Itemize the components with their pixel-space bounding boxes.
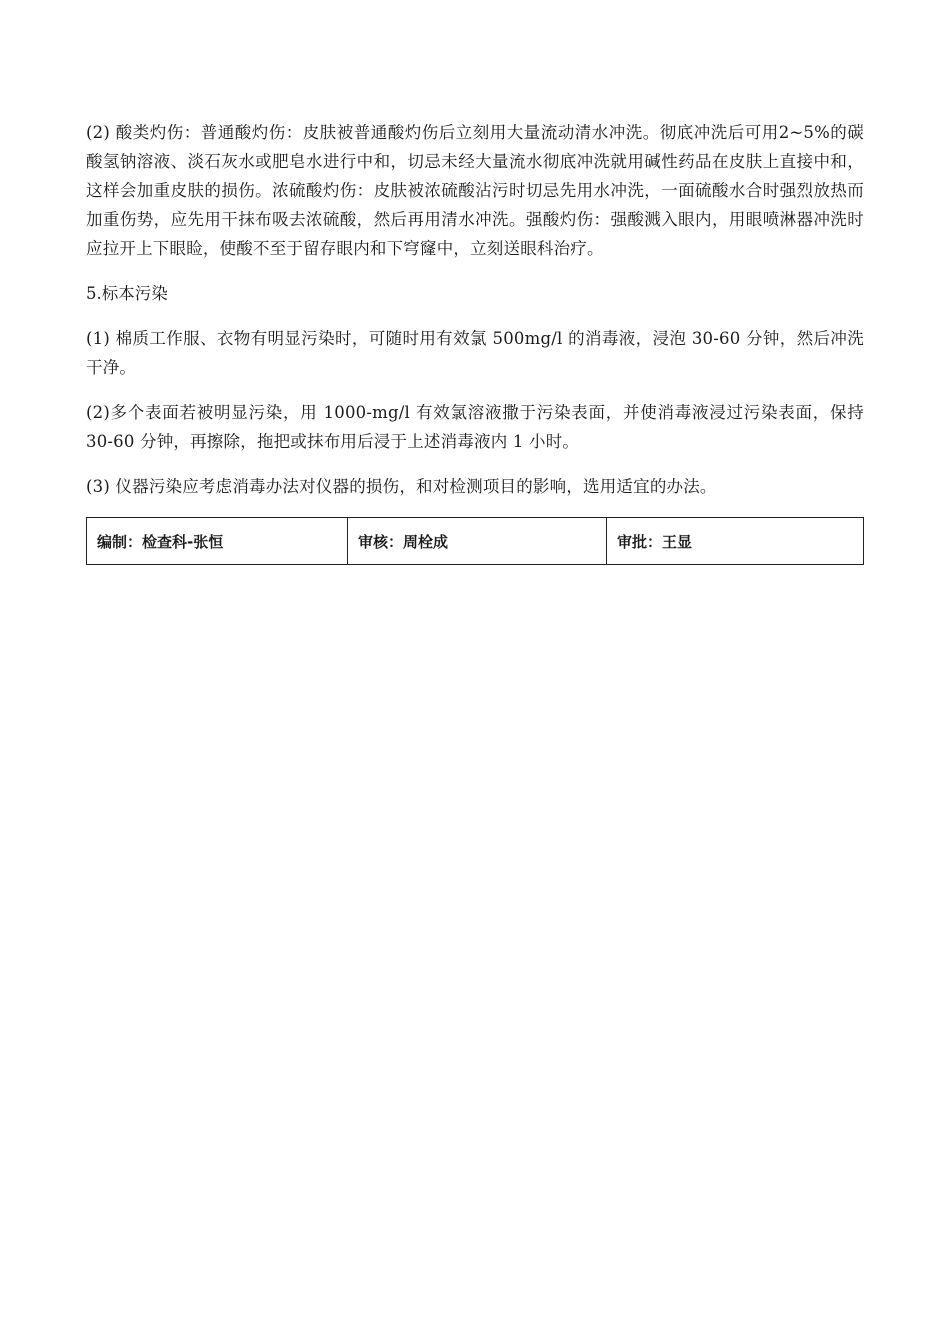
specimen-item-2: (2)多个表面若被明显污染，用 1000-mg/l 有效氯溶液撒于污染表面，并使消毒液浸过污染表面，保持 30-60 分钟，再擦除，拖把或抹布用后浸于上述消毒液内 1 小时。 <box>86 403 864 451</box>
specimen-item-1: (1) 棉质工作服、衣物有明显污染时，可随时用有效氯 500mg/l 的消毒液，浸泡 30-60 分钟，然后冲洗干净。 <box>86 329 864 377</box>
section-heading-specimen-contamination: 5.标本污染 <box>86 284 168 303</box>
signoff-row <box>87 518 864 565</box>
compiled-by-cell: 编制：检查科-张恒 <box>87 518 348 565</box>
specimen-item-3: (3) 仪器污染应考虑消毒办法对仪器的损伤，和对检测项目的影响，选用适宜的办法。 <box>86 477 717 496</box>
approved-by-cell: 审批：王显 <box>607 518 864 565</box>
acid-burn-paragraph: (2) 酸类灼伤：普通酸灼伤：皮肤被普通酸灼伤后立刻用大量流动清水冲洗。彻底冲洗后可用2~5%的碳酸氢钠溶液、淡石灰水或肥皂水进行中和，切忌未经大量流水彻底冲洗就用碱性药品在皮肤上直接中和，这样会加重皮肤的损伤。浓硫酸灼伤：皮肤被浓硫酸沾污时切忌先用水冲洗，一面硫酸水合时强烈放热而加重伤势，应先用干抹布吸去浓硫酸，然后再用清水冲洗。强酸灼伤：强酸溅入眼内，用眼喷淋器冲洗时应拉开上下眼睑，使酸不至于留存眼内和下穹窿中，立刻送眼科治疗。 <box>86 123 864 258</box>
reviewed-by-cell: 审核：周栓成 <box>348 518 607 565</box>
document-page <box>86 118 864 565</box>
signoff-table <box>86 517 864 565</box>
